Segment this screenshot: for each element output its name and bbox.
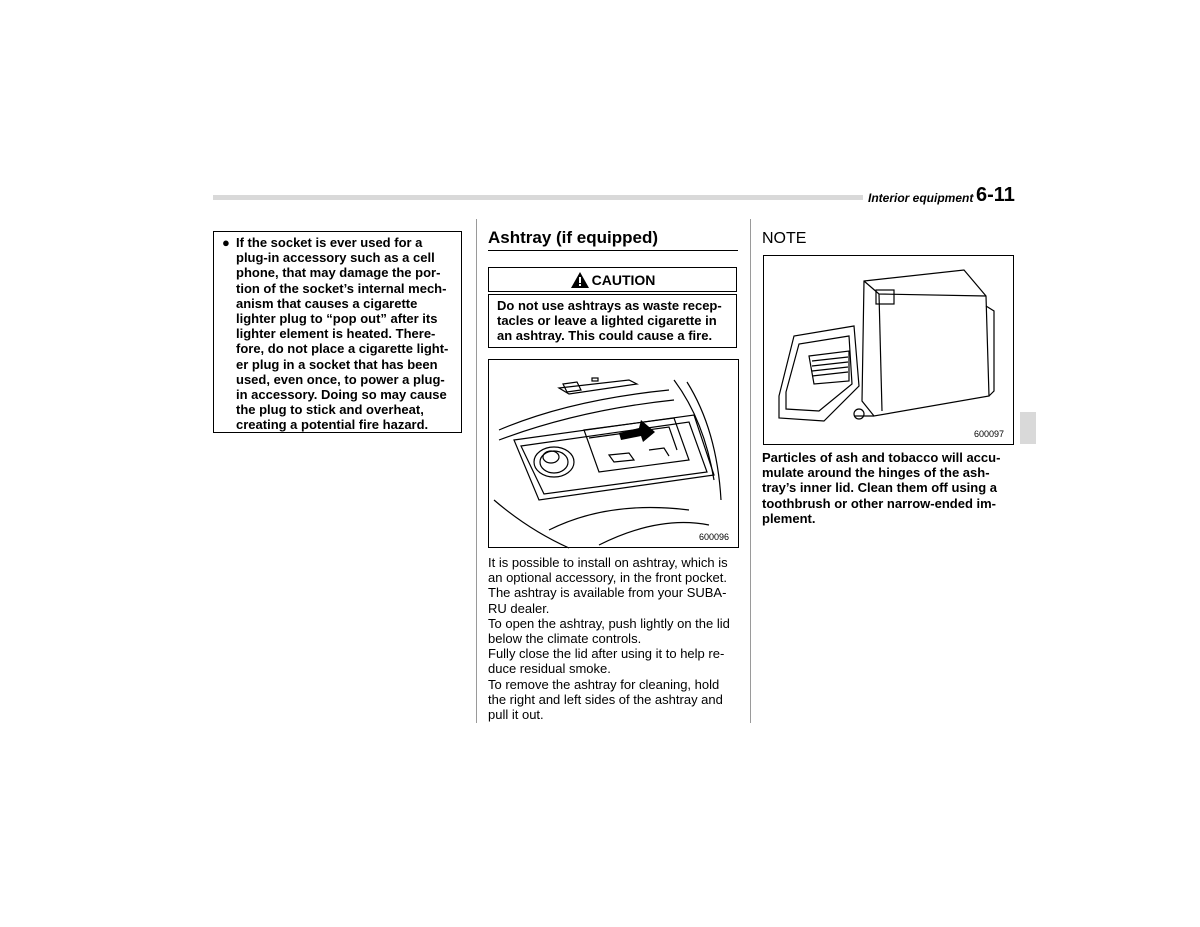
warning-triangle-icon (570, 271, 590, 289)
socket-warning-text: If the socket is ever used for a plug-in accessory such as a cell phone, that may damage the por- tion of the socket’s internal mech- anism that causes a cigarette lighter plug to “pop out” after its lighter element is heated. There- fore, do not place a cigarette light- er plug in a socket that has been used, even once, to power a plug- in accessory. Doing so may cause the plug to stick and overheat, creating a potential fire hazard. (236, 235, 449, 433)
ashtray-location-figure (488, 359, 739, 548)
page-number: 6-11 (976, 184, 1015, 206)
caution-header (488, 267, 737, 292)
ashtray-hinge-figure (763, 255, 1014, 445)
caution-text: Do not use ashtrays as waste recep- tacles or leave a lighted cigarette in an ashtray. This could cause a fire. (488, 294, 737, 348)
ashtray-heading: Ashtray (if equipped) (488, 228, 659, 247)
dashboard-ashtray-illustration (489, 360, 740, 549)
ashtray-instructions: It is possible to install on ashtray, which is an optional accessory, in the front pocket. The ashtray is available from your SUBA- RU dealer. To open the ashtray, push lightly on the lid below the climate controls. Fully close the lid after using it to help re- duce residual smoke. To remove the ashtray for cleaning, hold the right and left sides of the ashtray and pull it out. (488, 555, 730, 723)
figure-code: 600096 (699, 532, 730, 542)
figure-code: 600097 (974, 429, 1005, 439)
socket-warning-box (213, 231, 462, 433)
section-title: Interior equipment (868, 191, 974, 205)
column-divider-2 (750, 219, 751, 723)
note-text: Particles of ash and tobacco will accu- mulate around the hinges of the ash- tray’s inner lid. Clean them off using a toothbrush or other narrow-ended im- plement. (762, 450, 1001, 526)
ashtray-open-illustration (764, 256, 1015, 446)
bullet-icon: ● (222, 235, 230, 250)
column-divider-1 (476, 219, 477, 723)
header-rule (213, 195, 863, 200)
chapter-tab (1020, 412, 1036, 444)
caution-label: CAUTION (591, 271, 656, 288)
note-heading: NOTE (762, 230, 807, 247)
heading-rule (488, 250, 738, 251)
